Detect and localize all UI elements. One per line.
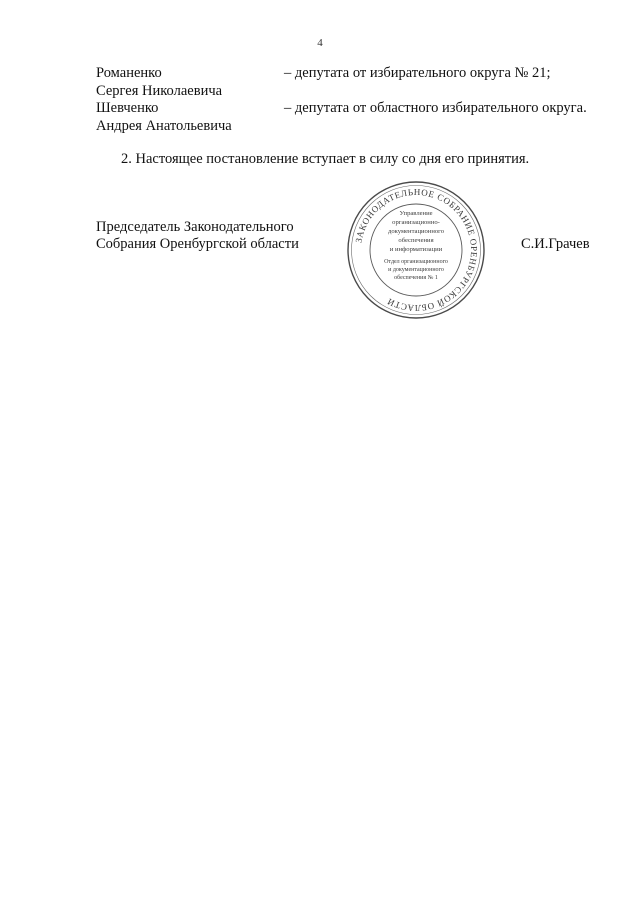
page-number: 4 [317,37,323,49]
person-role: – депутата от избирательного округа № 21; [284,65,551,81]
seal-center-line: Управление [399,210,433,217]
seal-center-text [384,210,448,281]
seal-center-line: организационно- [392,219,440,226]
seal-center-line: и документационного [388,267,444,273]
signatory-title-line-2: Собрания Оренбургской области [96,236,299,252]
signatory-name: С.И.Грачев [521,236,590,252]
person-given-names: Андрея Анатольевича [96,118,232,134]
seal-ring-text: ЗАКОНОДАТЕЛЬНОЕ СОБРАНИЕ ОРЕНБУРГСКОЙ ОБЛАСТИ [353,186,480,314]
person-given-names: Сергея Николаевича [96,83,223,99]
person-surname: Шевченко [96,100,159,116]
person-surname: Романенко [96,65,162,81]
person-entry-shevchenko [96,99,616,135]
clause-2-effective-date: 2. Настоящее постановление вступает в силу со дня его принятия. [121,151,530,167]
official-seal [344,178,488,322]
person-entry-romanenko [96,64,616,100]
seal-center-line: Отдел организационного [384,259,448,265]
signatory-title-line-1: Председатель Законодательного [96,219,294,235]
seal-center-line: обеспечения [398,237,434,244]
signatory-title [96,219,299,253]
person-role: – депутата от областного избирательного округа. [284,100,587,116]
seal-center-line: документационного [387,228,445,235]
seal-center-line: обеспечения № 1 [394,275,438,281]
seal-center-line: и информатизации [389,246,443,253]
